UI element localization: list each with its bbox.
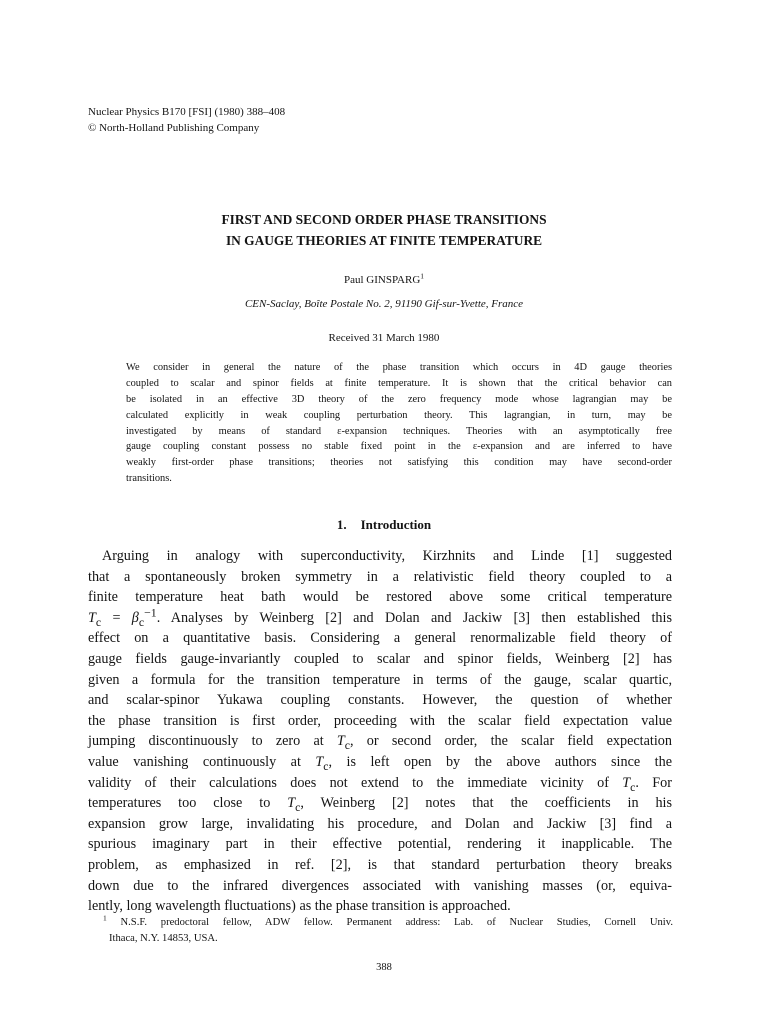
- title-line-2: IN GAUGE THEORIES AT FINITE TEMPERATURE: [225, 233, 543, 248]
- body-line: validity of their calculations does not extend to the immediate vicinity of $T_c$. For: [88, 774, 672, 794]
- body-line: value vanishing continuously at $T_c$, is left open by the above authors since the: [88, 753, 673, 773]
- body-line: down due to the infrared divergences associated with vanishing masses (or, equiva-: [88, 877, 672, 894]
- abstract-line: be isolated in an effective 3D theory of the zero frequency mode whose lagrangian may be: [126, 393, 672, 405]
- math-t-c: $T_c$: [88, 609, 102, 629]
- body-text: [88, 546, 672, 917]
- abstract-line: gauge coupling constant possess no stable fixed point in the ε-expansion and are inferred to have: [126, 441, 672, 453]
- author-affiliation: CEN-Saclay, Boîte Postale No. 2, 91190 Gif-sur-Yvette, France: [244, 298, 524, 310]
- abstract-line: weakly first-order phase transitions; theories not satisfying this condition may have second-order: [126, 457, 672, 469]
- footnote-text-1: N.S.F. predoctoral fellow, ADW fellow. Permanent address: Lab. of Nuclear Studies, Cornell Univ.: [120, 917, 673, 928]
- math-t-c: $T_c$: [287, 795, 301, 814]
- math-t-c: $T_c$: [315, 753, 329, 773]
- body-line: lently, long wavelength fluctuations) as the phase transition is approached.: [88, 898, 511, 915]
- footnote-text-2: Ithaca, N.Y. 14853, USA.: [109, 933, 218, 944]
- abstract: [126, 360, 672, 487]
- body-line: gauge fields gauge-invariantly coupled to scalar and spinor fields, Weinberg [2] has: [88, 650, 672, 667]
- footnote-line: [103, 915, 673, 931]
- footnote-mark: 1: [103, 913, 107, 923]
- abstract-line: coupled to scalar and spinor fields at finite temperature. It is shown that the critical behavior can: [126, 377, 672, 389]
- title-line-1: FIRST AND SECOND ORDER PHASE TRANSITIONS: [221, 212, 547, 227]
- abstract-line: transitions.: [126, 473, 172, 485]
- publisher-line: © North-Holland Publishing Company: [88, 122, 260, 134]
- body-line: expansion grow large, invalidating his procedure, and Dolan and Jackiw [3] find a: [88, 815, 672, 832]
- author-name: Paul GINSPARG: [343, 274, 421, 286]
- footnote: [103, 915, 673, 947]
- body-line: $T_c = \beta_c^{-1}$. Analyses by Weinberg [2] and Dolan and Jackiw [3] then established this: [88, 605, 672, 629]
- body-line: spurious imaginary part in their effective potential, rendering it inapplicable. The: [88, 836, 672, 853]
- body-line: and scalar-spinor Yukawa coupling constants. However, the question of whether: [88, 692, 672, 709]
- author-footnote-mark: 1: [420, 271, 425, 281]
- math-beta-c-inverse: $\beta_c^{-1}$: [131, 605, 157, 629]
- body-line: effect on a quantitative basis. Considering a general renormalizable field theory of: [88, 630, 672, 647]
- body-line: that a spontaneously broken symmetry in a relativistic field theory coupled to a: [88, 568, 672, 585]
- section-number: 1.: [336, 517, 347, 532]
- section-title: Introduction: [360, 517, 432, 532]
- author-line: [0, 271, 768, 286]
- page-number: 388: [376, 962, 392, 973]
- abstract-line: investigated by means of standard ε-expansion techniques. Theories with an asymptotically free: [126, 425, 672, 437]
- received-date: Received 31 March 1980: [328, 332, 440, 344]
- paper-title: [0, 209, 768, 251]
- math-t-c: $T_c$: [622, 774, 636, 794]
- body-line: Arguing in analogy with superconductivity, Kirzhnits and Linde [1] suggested: [102, 548, 672, 564]
- abstract-line: calculated explicitly in weak coupling perturbation theory. This lagrangian, in turn, may be: [126, 409, 672, 421]
- body-line: given a formula for the transition temperature in terms of the gauge, scalar quartic,: [88, 671, 672, 688]
- body-line: jumping discontinuously to zero at $T_c$, or second order, the scalar field expectation: [88, 733, 672, 753]
- abstract-line: We consider in general the nature of the phase transition which occurs in 4D gauge theories: [126, 362, 672, 373]
- math-t-c: $T_c$: [336, 733, 351, 753]
- section-heading: [0, 517, 768, 533]
- body-line: problem, as emphasized in ref. [2], is that standard perturbation theory breaks: [88, 856, 672, 873]
- body-line: finite temperature heat bath would be restored above some critical temperature: [88, 589, 672, 606]
- body-line: the phase transition is first order, proceeding with the scalar field expectation value: [88, 712, 672, 729]
- journal-header: [88, 104, 285, 136]
- journal-citation: Nuclear Physics B170 [FSI] (1980) 388–408: [88, 106, 286, 118]
- body-line: temperatures too close to $T_c$, Weinberg [2] notes that the coefficients in his: [88, 795, 672, 814]
